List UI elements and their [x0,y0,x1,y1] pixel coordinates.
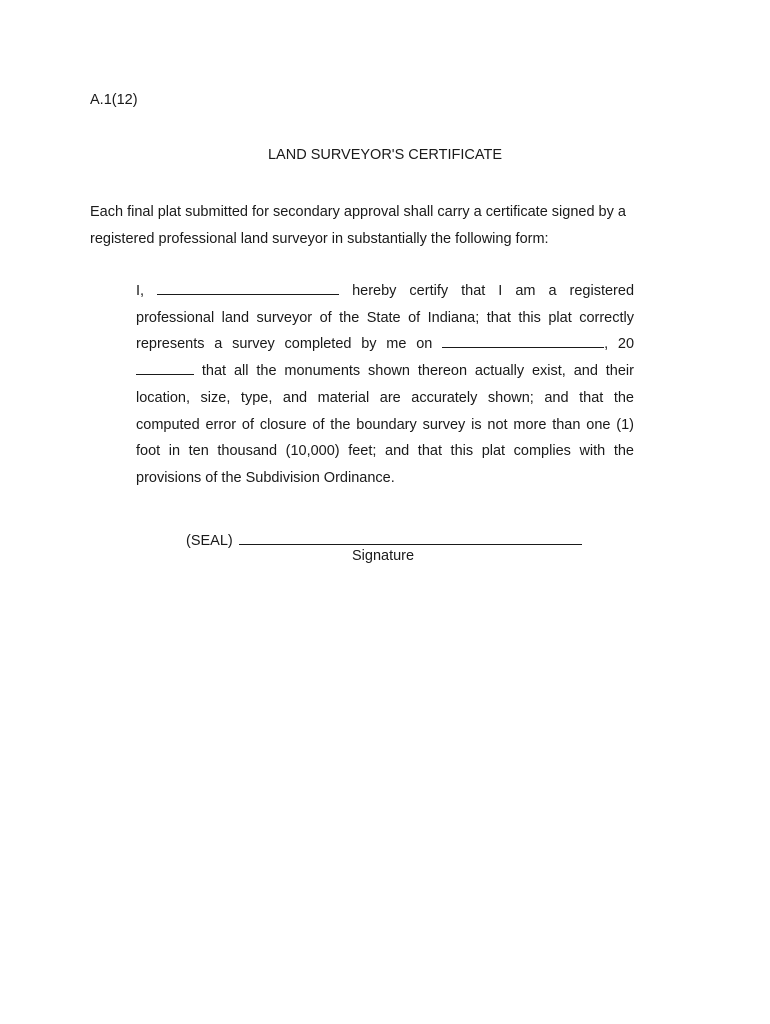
certificate-line: location, size, type, and material are accurately shown; and that the [136,389,634,406]
surveyor-name-blank[interactable] [157,280,339,295]
certificate-line [136,331,634,358]
intro-line: Each final plat submitted for secondary approval shall carry a certificate signed by a [90,204,626,220]
certificate-line-prefix: represents a survey completed by me on [136,336,433,353]
certificate-line-suffix: , 20 [604,336,635,353]
certificate-line: professional land surveyor of the State of Indiana; that this plat correctly [136,309,634,326]
seal-label: (SEAL) [186,533,233,549]
certificate-line: provisions of the Subdivision Ordinance. [136,469,395,486]
document-title: LAND SURVEYOR'S CERTIFICATE [267,147,502,163]
certificate-text [136,278,634,492]
certificate-line [136,358,634,385]
survey-date-blank[interactable] [442,333,604,348]
certificate-line-suffix: hereby certify that I am a registered [352,283,635,299]
signature-line[interactable] [239,530,582,545]
certificate-line: foot in ten thousand (10,000) feet; and that this plat complies with the [136,443,634,460]
survey-year-blank[interactable] [136,360,194,375]
certificate-line [136,278,634,305]
intro-paragraph [90,199,686,253]
certificate-line-suffix: that all the monuments shown thereon actually exist, and their [201,363,634,380]
certificate-line-prefix: I, [136,283,145,299]
intro-line: registered professional land surveyor in substantially the following form: [90,231,549,247]
signature-label: Signature [352,548,415,564]
certificate-line: computed error of closure of the boundary survey is not more than one (1) [136,416,634,433]
seal-signature-row [186,530,582,549]
document-reference: A.1(12) [90,92,138,108]
